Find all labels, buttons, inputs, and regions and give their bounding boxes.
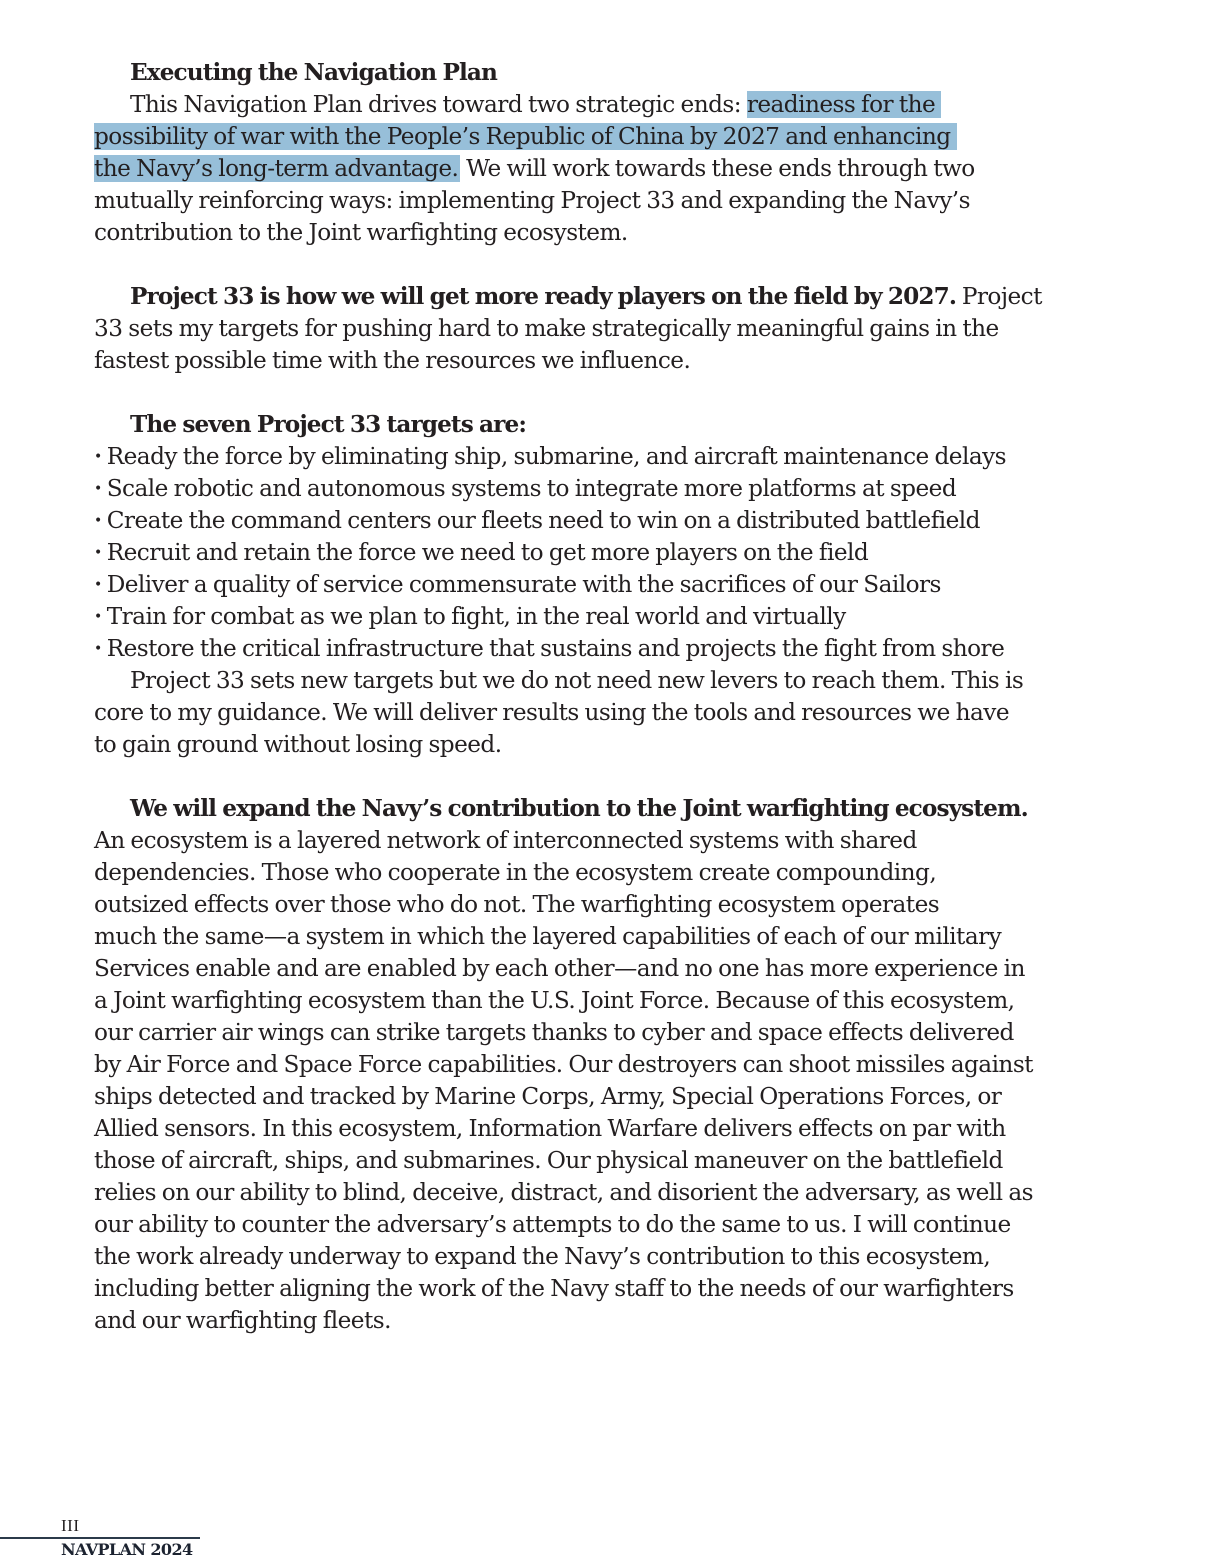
ecosystem-line: An ecosystem is a layered network of interconnected systems with shared (94, 827, 917, 854)
target-text: Scale robotic and autonomous systems to integrate more platforms at speed (106, 475, 957, 502)
project33-line (94, 281, 1124, 313)
intro-line: contribution to the Joint warfighting ecosystem. (94, 219, 628, 246)
intro-line: mutually reinforcing ways: implementing Project 33 and expanding the Navy’s (94, 187, 970, 214)
bullet-icon: • (94, 481, 102, 497)
footer-divider (0, 1537, 200, 1539)
ecosystem-line: outsized effects over those who do not. The warfighting ecosystem operates (94, 891, 940, 918)
target-list-item (94, 441, 1124, 473)
intro-line (94, 153, 1124, 185)
ecosystem-line: and our warfighting fleets. (94, 1307, 391, 1334)
project33-paragraph (94, 281, 1124, 377)
highlighted-text[interactable]: possibility of war with the People’s Republic of China by 2027 and enhancing (94, 123, 957, 150)
ecosystem-line: dependencies. Those who cooperate in the ecosystem create compounding, (94, 859, 937, 886)
ecosystem-paragraph (94, 793, 1124, 1337)
ecosystem-line: the work already underway to expand the Navy’s contribution to this ecosystem, (94, 1243, 991, 1270)
target-text: Recruit and retain the force we need to get more players on the field (106, 539, 869, 566)
highlighted-text[interactable]: readiness for the (747, 91, 941, 118)
targets-follow-line: Project 33 sets new targets but we do not need new levers to reach them. This is (130, 667, 1024, 694)
bullet-icon: • (94, 641, 102, 657)
ecosystem-line: ships detected and tracked by Marine Corps, Army, Special Operations Forces, or (94, 1083, 1002, 1110)
target-list-item (94, 473, 1124, 505)
targets-follow-line: to gain ground without losing speed. (94, 731, 502, 758)
target-list-item (94, 569, 1124, 601)
bullet-icon: • (94, 577, 102, 593)
target-text: Train for combat as we plan to fight, in the real world and virtually (106, 603, 846, 630)
ecosystem-line: much the same—a system in which the layered capabilities of each of our military (94, 923, 1002, 950)
intro-line (94, 89, 1124, 121)
project33-text: Project (956, 283, 1042, 310)
target-list-item (94, 633, 1124, 665)
page-number: III (61, 1516, 80, 1535)
ecosystem-line: Allied sensors. In this ecosystem, Information Warfare delivers effects on par with (94, 1115, 1006, 1142)
bullet-icon: • (94, 513, 102, 529)
target-text: Ready the force by eliminating ship, submarine, and aircraft maintenance delays (106, 443, 1007, 470)
highlighted-text[interactable]: the Navy’s long-term advantage. (94, 155, 459, 182)
project33-lead: Project 33 is how we will get more ready players on the field by 2027. (130, 283, 956, 310)
target-text: Restore the critical infrastructure that sustains and projects the fight from shore (106, 635, 1005, 662)
ecosystem-line: a Joint warfighting ecosystem than the U.S. Joint Force. Because of this ecosystem, (94, 987, 1015, 1014)
target-text: Deliver a quality of service commensurate with the sacrifices of our Sailors (106, 571, 941, 598)
intro-text: We will work towards these ends through two (460, 155, 975, 182)
intro-line (94, 121, 1124, 153)
footer-title: NAVPLAN 2024 (61, 1540, 193, 1559)
project33-line: fastest possible time with the resources we influence. (94, 347, 691, 374)
intro-text: This Navigation Plan drives toward two strategic ends: (130, 91, 747, 118)
target-text: Create the command centers our fleets need to win on a distributed battlefield (106, 507, 980, 534)
section-heading: Executing the Navigation Plan (130, 59, 497, 86)
target-list-item (94, 505, 1124, 537)
ecosystem-line: by Air Force and Space Force capabilities. Our destroyers can shoot missiles against (94, 1051, 1033, 1078)
ecosystem-line: those of aircraft, ships, and submarines. Our physical maneuver on the battlefield (94, 1147, 1003, 1174)
ecosystem-line: including better aligning the work of the Navy staff to the needs of our warfighters (94, 1275, 1014, 1302)
document-page (94, 57, 1124, 1337)
ecosystem-line: our carrier air wings can strike targets thanks to cyber and space effects delivered (94, 1019, 1014, 1046)
bullet-icon: • (94, 449, 102, 465)
ecosystem-line: relies on our ability to blind, deceive, distract, and disorient the adversary, as well as (94, 1179, 1033, 1206)
targets-follow-line: core to my guidance. We will deliver results using the tools and resources we have (94, 699, 1010, 726)
bullet-icon: • (94, 609, 102, 625)
project33-line: 33 sets my targets for pushing hard to make strategically meaningful gains in the (94, 315, 999, 342)
ecosystem-lead: We will expand the Navy’s contribution to the Joint warfighting ecosystem. (130, 795, 1028, 822)
ecosystem-line: Services enable and are enabled by each other—and no one has more experience in (94, 955, 1025, 982)
target-list-item (94, 601, 1124, 633)
targets-heading: The seven Project 33 targets are: (130, 411, 527, 438)
intro-paragraph (94, 89, 1124, 249)
targets-section (94, 409, 1124, 761)
bullet-icon: • (94, 545, 102, 561)
target-list-item (94, 537, 1124, 569)
ecosystem-line: our ability to counter the adversary’s attempts to do the same to us. I will continue (94, 1211, 1011, 1238)
